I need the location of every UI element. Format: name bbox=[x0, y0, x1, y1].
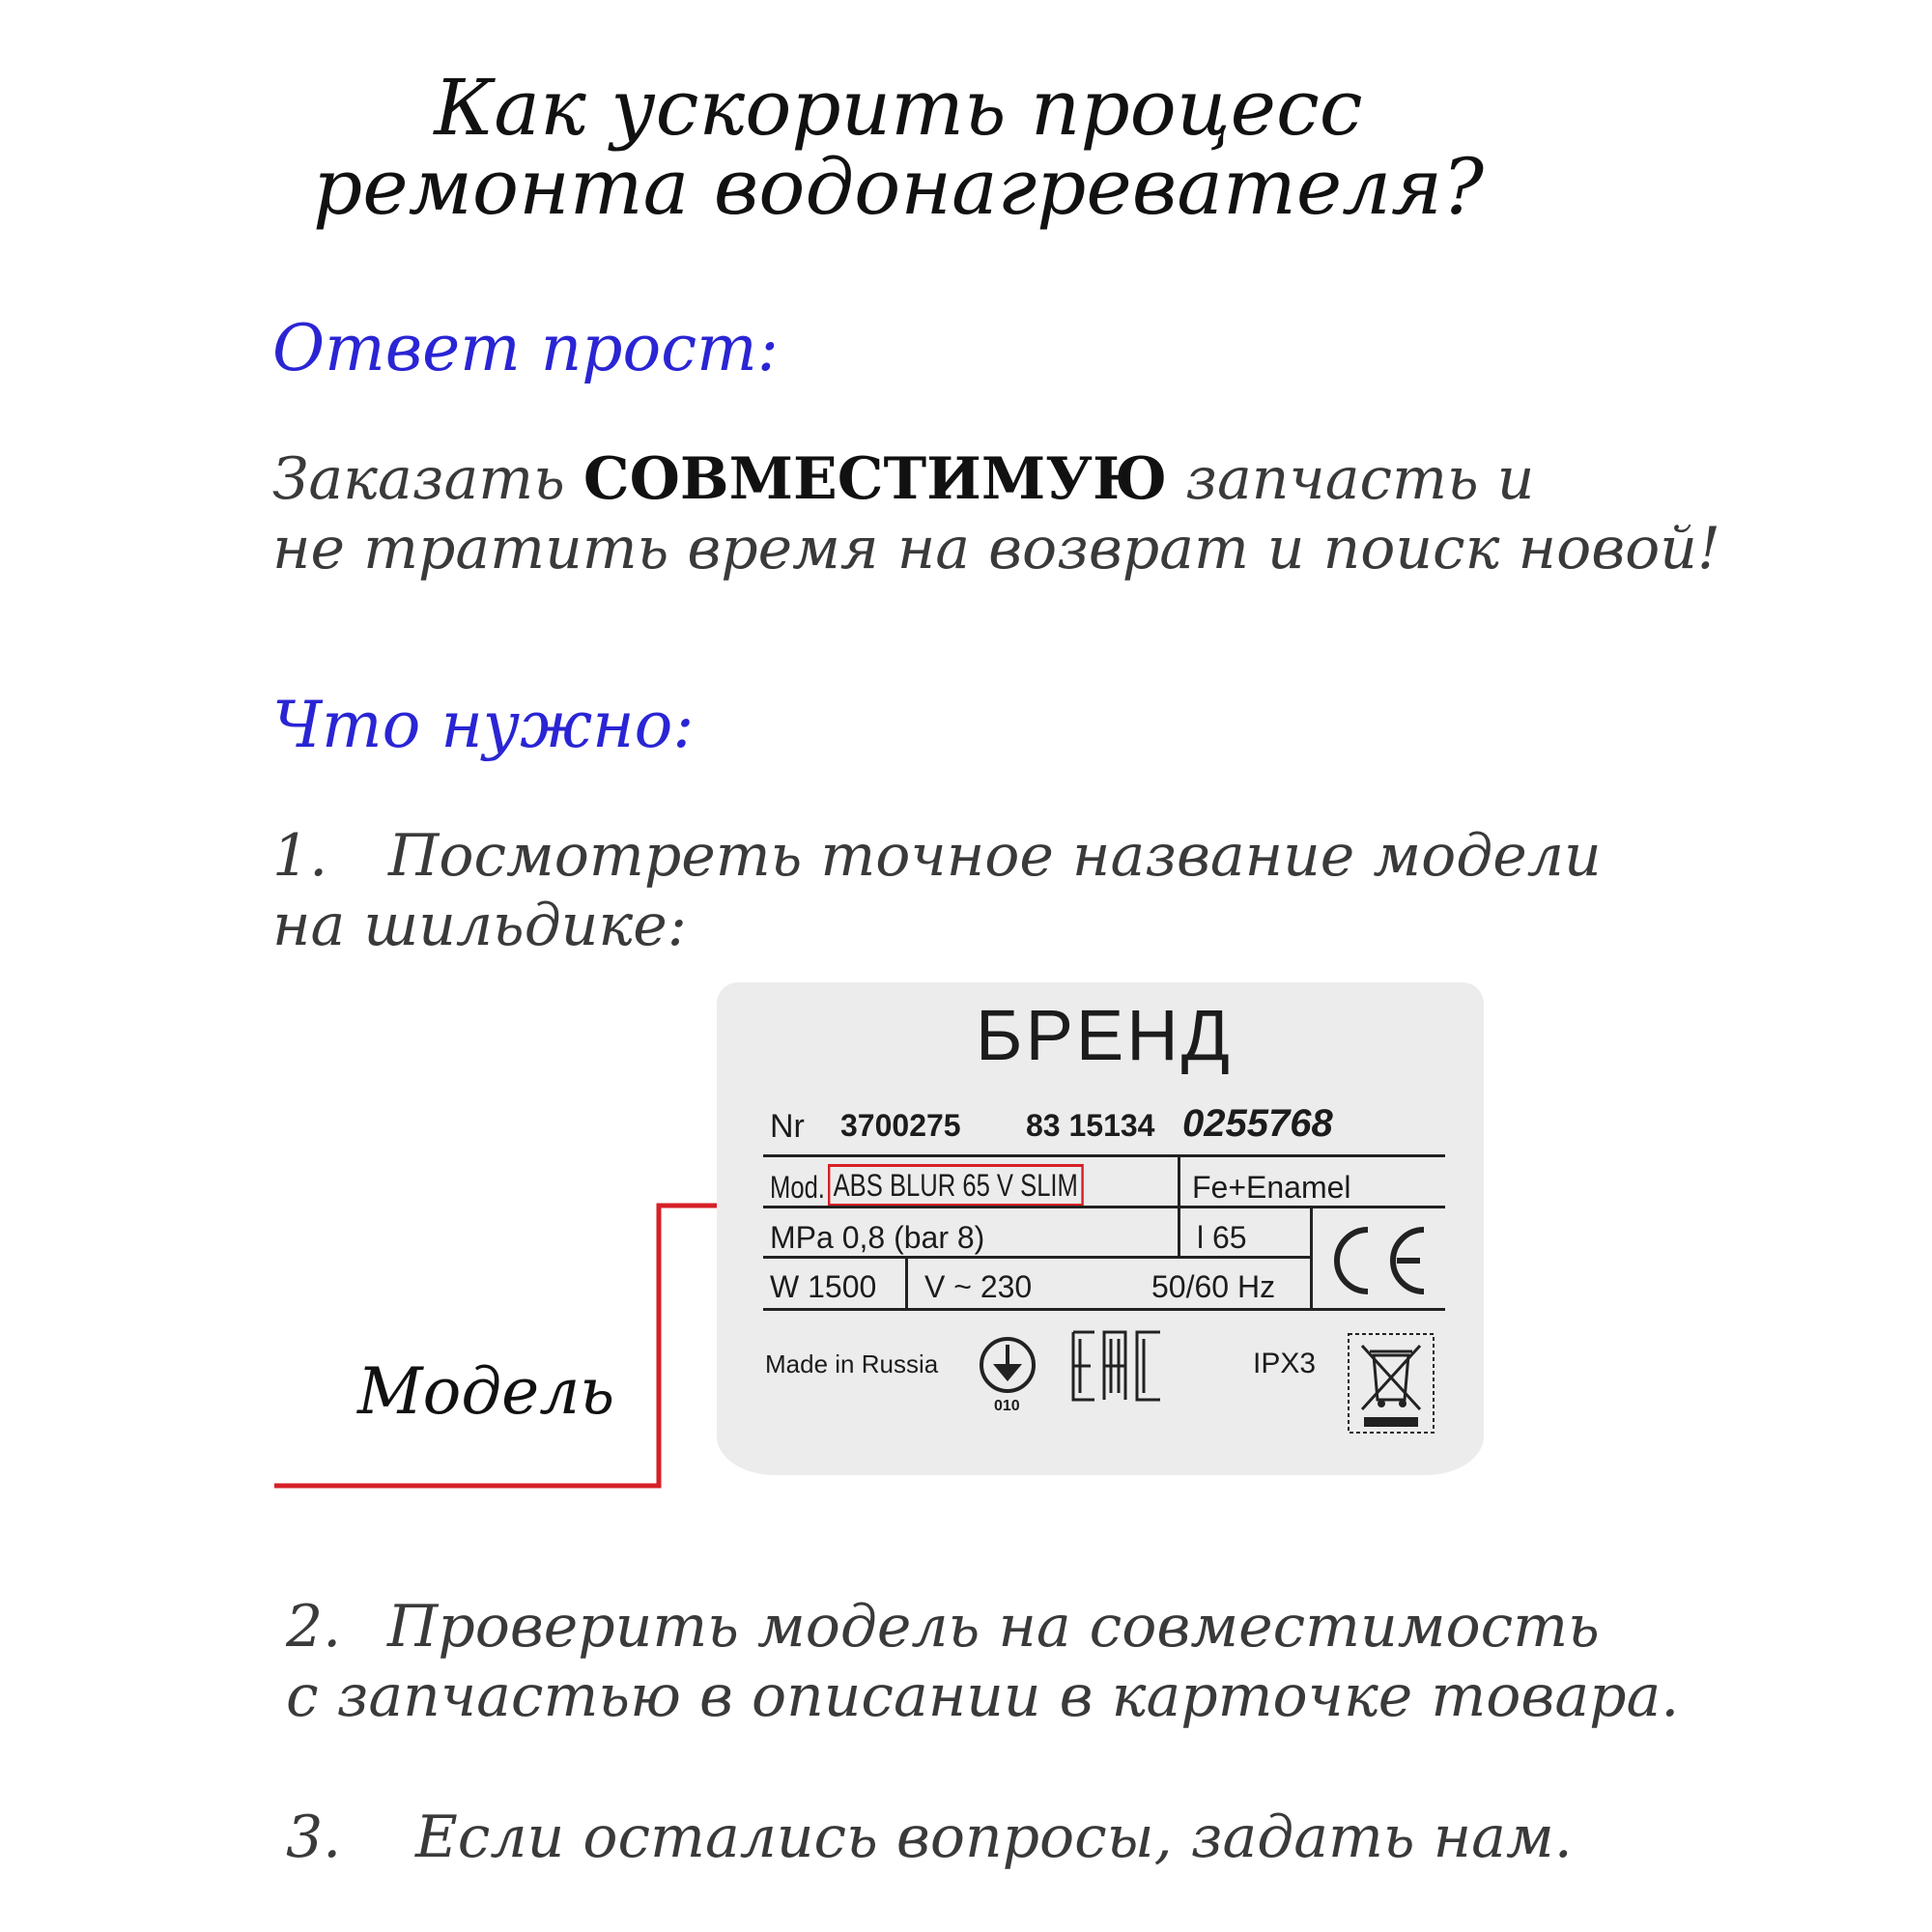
page-title-line-2: ремонта водонагревателя? bbox=[313, 142, 1484, 232]
step-3-number: 3. bbox=[286, 1804, 342, 1871]
answer-heading: Ответ прост: bbox=[272, 311, 780, 385]
page-title-line-1: Как ускорить процесс bbox=[434, 63, 1363, 153]
step-1-number: 1. bbox=[272, 822, 328, 890]
volume: l 65 bbox=[1197, 1220, 1247, 1255]
step-2-line-2: с запчастью в описании в карточке товара. bbox=[286, 1662, 1680, 1730]
answer-line-2: не тратить время на возврат и поиск новой! bbox=[272, 515, 1721, 582]
voltage: V ~ 230 bbox=[924, 1269, 1033, 1304]
mod-label: Mod. bbox=[770, 1170, 825, 1205]
earth-symbol-icon bbox=[978, 1335, 1037, 1395]
nr-label: Nr bbox=[770, 1108, 805, 1145]
product-code: 83 15134 bbox=[1026, 1108, 1155, 1143]
eac-mark-icon bbox=[1069, 1328, 1164, 1404]
power: W 1500 bbox=[770, 1269, 877, 1304]
step-3-text: Если остались вопросы, задать нам. bbox=[415, 1804, 1573, 1871]
model-name[interactable]: ABS BLUR 65 V SLIM bbox=[828, 1164, 1083, 1207]
nameplate bbox=[717, 982, 1484, 1475]
pressure: MPa 0,8 (bar 8) bbox=[770, 1220, 985, 1255]
serial-number: 0255768 bbox=[1182, 1102, 1333, 1145]
step-3-line-1 bbox=[286, 1803, 1573, 1872]
ce-mark-icon bbox=[1318, 1220, 1441, 1301]
nr-value: 3700275 bbox=[840, 1108, 961, 1143]
step-2-text: Проверить модель на совместимость bbox=[387, 1593, 1600, 1661]
step-1-line-2: на шильдике: bbox=[272, 892, 687, 959]
weee-bin-icon bbox=[1347, 1332, 1435, 1435]
compatible-emphasis: СОВМЕСТИМУЮ bbox=[582, 445, 1168, 513]
step-2-number: 2. bbox=[286, 1593, 342, 1661]
model-callout-label: Модель bbox=[357, 1354, 615, 1429]
step-1-text: Посмотреть точное название модели bbox=[388, 822, 1602, 890]
answer-line-1-prefix: Заказать bbox=[272, 445, 583, 513]
ip-rating: IPX3 bbox=[1253, 1348, 1317, 1379]
step-2-line-1 bbox=[286, 1592, 1600, 1662]
frequency: 50/60 Hz bbox=[1151, 1269, 1276, 1304]
cert-code: 010 bbox=[994, 1398, 1020, 1414]
needed-heading: Что нужно: bbox=[272, 688, 695, 762]
answer-line-1-suffix: запчасть и bbox=[1167, 445, 1535, 513]
nameplate-brand: БРЕНД bbox=[976, 995, 1233, 1075]
tank-material: Fe+Enamel bbox=[1192, 1170, 1351, 1205]
origin: Made in Russia bbox=[765, 1350, 939, 1378]
